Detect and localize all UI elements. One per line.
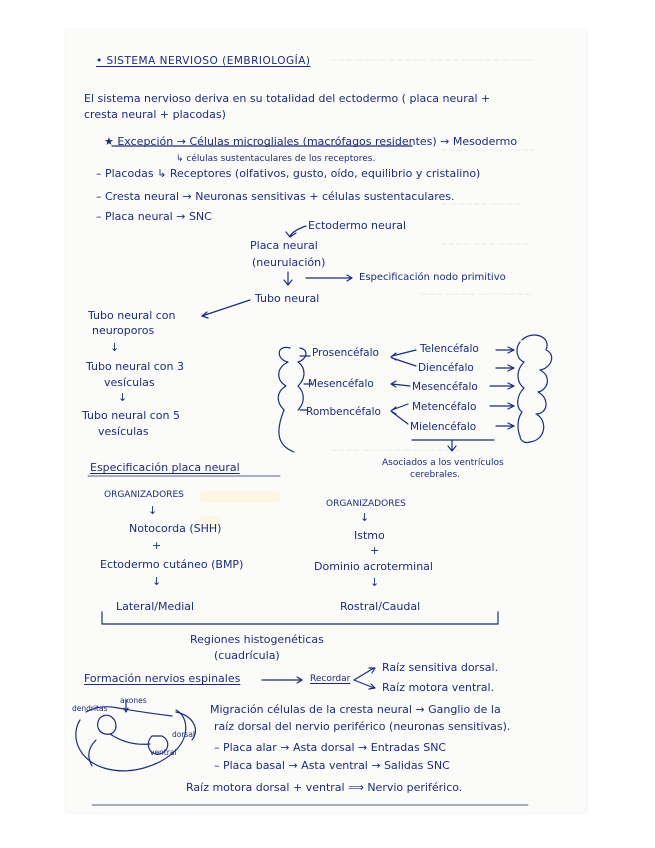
vesicula5-item: Mielencéfalo bbox=[410, 421, 477, 433]
diagram-label-axones: axones bbox=[120, 696, 147, 705]
plus-sign: + bbox=[152, 539, 162, 552]
arrow-down: ↓ bbox=[152, 575, 162, 588]
tubo-neuroporos-2: neuroporos bbox=[92, 324, 155, 337]
vesicula3-item: Prosencéfalo bbox=[312, 347, 379, 359]
converging-arrow bbox=[391, 350, 416, 366]
plus-sign: + bbox=[370, 544, 380, 557]
spinal-cord-sketch bbox=[76, 710, 186, 771]
branch-arrow bbox=[354, 668, 375, 689]
neuron-sketch bbox=[98, 715, 116, 734]
tubo-neuroporos-1: Tubo neural con bbox=[88, 309, 176, 322]
small-arrows bbox=[300, 356, 312, 410]
arrow-down: ↓ bbox=[148, 504, 158, 517]
show-through-text: ~~~~ ~~~~~ ~~~~ ~~~ bbox=[330, 446, 460, 456]
curved-arrow bbox=[286, 226, 306, 237]
arrowheads bbox=[508, 347, 514, 429]
tubo-3-1: Tubo neural con 3 bbox=[86, 360, 185, 373]
asociados-label-2: cerebrales. bbox=[410, 470, 461, 480]
brain-vesicle-sketch bbox=[517, 342, 524, 436]
placa-basal-line: – Placa basal → Asta ventral → Salidas SNC bbox=[214, 759, 450, 772]
dominio-label: Dominio acroterminal bbox=[314, 560, 433, 573]
bracket-arrow bbox=[412, 440, 494, 451]
brain-vesicle-sketch bbox=[520, 335, 552, 442]
show-through-text: ~~~ ~~~~ ~~~~~~~ bbox=[420, 290, 532, 300]
neural-tube-sketch bbox=[278, 347, 294, 452]
diagram-label-dorsal: dorsal bbox=[172, 730, 196, 739]
axon-sketch bbox=[89, 734, 150, 766]
vesicula3-item: Mesencéfalo bbox=[308, 378, 374, 390]
arrow-down: ↓ bbox=[118, 391, 128, 404]
lateral-medial-label: Lateral/Medial bbox=[116, 600, 195, 613]
section-formacion: Formación nervios espinales bbox=[84, 672, 241, 685]
left-arrow bbox=[202, 300, 250, 318]
neural-tube-sketch bbox=[298, 348, 306, 410]
recordar-label: Recordar bbox=[310, 674, 351, 684]
vesicula5-item: Diencéfalo bbox=[418, 362, 474, 374]
istmo-label: Istmo bbox=[354, 529, 385, 542]
placodas-line: – Placodas ↳ Receptores (olfativos, gusto, oído, equilibrio y cristalino) bbox=[96, 167, 481, 180]
raiz-sensitiva-label: Raíz sensitiva dorsal. bbox=[382, 661, 499, 674]
arrow-down: ↓ bbox=[360, 511, 370, 524]
placodas-sublist: ↳ células sustentaculares de los receptores. bbox=[176, 154, 376, 164]
diagram-label-dendritas: dendritas bbox=[72, 704, 108, 713]
tubo-5-2: vesículas bbox=[98, 425, 149, 438]
right-arrow bbox=[262, 677, 302, 683]
ectodermo-neural-label: Ectodermo neural bbox=[308, 219, 407, 232]
arrow-down: ↓ bbox=[110, 341, 120, 354]
left-arrow bbox=[391, 381, 410, 387]
intro-line-2: cresta neural + placodas) bbox=[84, 108, 226, 121]
large-bracket bbox=[102, 612, 498, 624]
section-especificacion: Especificación placa neural bbox=[90, 461, 240, 474]
vesicula5-item: Telencéfalo bbox=[420, 343, 479, 355]
cuadricula-label: (cuadrícula) bbox=[214, 649, 280, 662]
diagram-label-ventral: ventral bbox=[150, 748, 177, 757]
show-through-text: ~ ~~~~~ ~~~~ bbox=[440, 200, 522, 210]
neuron-sketch bbox=[148, 736, 167, 754]
axon-sketch bbox=[86, 700, 172, 716]
asociados-label: Asociados a los ventrículos bbox=[382, 458, 504, 468]
right-arrow bbox=[306, 275, 352, 281]
neurulacion-label: (neurulación) bbox=[252, 256, 326, 269]
vesicula3-item: Rombencéfalo bbox=[306, 406, 381, 418]
converging-arrow bbox=[391, 404, 408, 424]
notocorda-label: Notocorda (SHH) bbox=[129, 522, 222, 535]
especificacion-nodo-label: Especificación nodo primitivo bbox=[359, 272, 506, 283]
organizadores-left: ORGANIZADORES bbox=[104, 490, 184, 500]
tubo-neural-label: Tubo neural bbox=[255, 292, 320, 305]
placa-line: – Placa neural → SNC bbox=[96, 210, 212, 223]
vesicula5-item: Mesencéfalo bbox=[412, 381, 478, 393]
regiones-label: Regiones histogenéticas bbox=[190, 633, 324, 646]
intro-line-1: El sistema nervioso deriva en su totalidad del ectodermo ( placa neural + bbox=[84, 92, 491, 105]
vesicula5-item: Metencéfalo bbox=[412, 401, 477, 413]
rostral-caudal-label: Rostral/Caudal bbox=[340, 600, 421, 613]
exception-line: ★ Excepción → Células microgliales (macrófagos residentes) → Mesodermo bbox=[104, 135, 518, 148]
migracion-line-2: raíz dorsal del nervio periférico (neuronas sensitivas). bbox=[214, 720, 511, 733]
tubo-3-2: vesículas bbox=[104, 376, 155, 389]
placa-alar-line: – Placa alar → Asta dorsal → Entradas SNC bbox=[214, 741, 447, 754]
down-arrow bbox=[284, 272, 292, 285]
ectodermo-cutaneo-label: Ectodermo cutáneo (BMP) bbox=[100, 558, 244, 571]
tubo-5-1: Tubo neural con 5 bbox=[82, 409, 181, 422]
show-through-text: ~~~~ ~~~~ ~~~~ bbox=[440, 146, 537, 156]
raiz-motora-label: Raíz motora ventral. bbox=[382, 681, 495, 694]
show-through-text: ~~~ ~~~~ ~~~~~ ~~~~ ~~~~~ ~~~~ bbox=[330, 56, 533, 66]
placa-neural-label: Placa neural bbox=[250, 239, 318, 252]
cresta-line: – Cresta neural → Neuronas sensitivas + células sustentaculares. bbox=[96, 190, 455, 203]
organizadores-right: ORGANIZADORES bbox=[326, 499, 406, 509]
migracion-line-1: Migración células de la cresta neural → Ganglio de la bbox=[210, 703, 501, 716]
raiz-final-line: Raíz motora dorsal + ventral ⟹ Nervio periférico. bbox=[186, 781, 463, 794]
page-title: • SISTEMA NERVIOSO (EMBRIOLOGÍA) bbox=[96, 55, 311, 67]
arrow-down: ↓ bbox=[370, 576, 380, 589]
show-through-text: ~~~~ ~~~ ~~~~ bbox=[440, 240, 529, 250]
